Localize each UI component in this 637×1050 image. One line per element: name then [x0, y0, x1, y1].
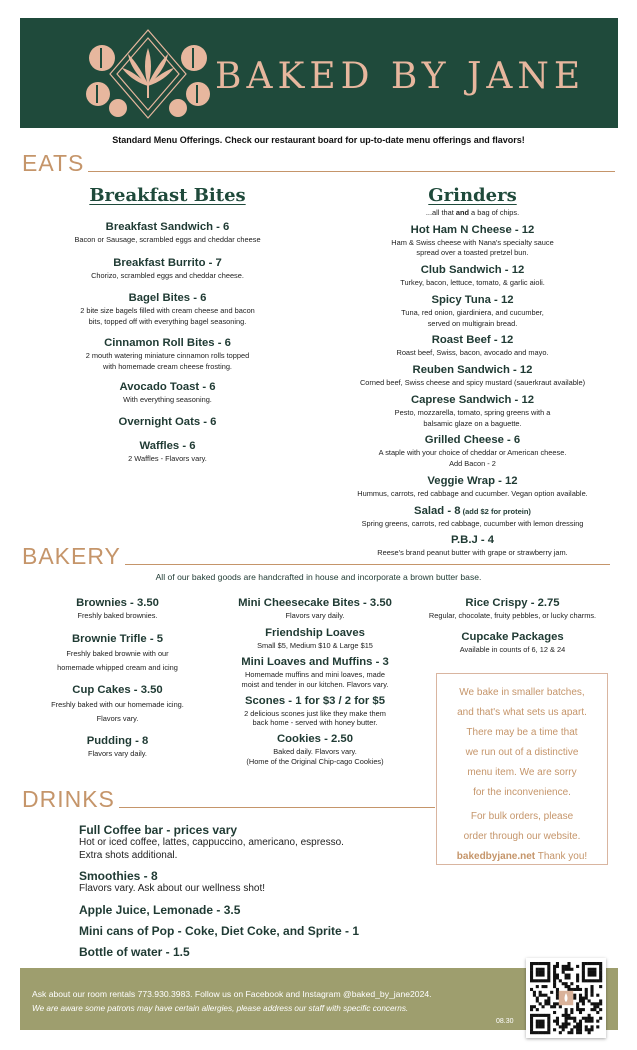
header-banner — [20, 18, 618, 128]
section-drinks-title: DRINKS — [22, 786, 115, 812]
drinks-list — [79, 820, 429, 959]
notice-line: There may be a time that — [466, 727, 578, 738]
drink-item: Bottle of water - 1.5 — [79, 944, 190, 959]
drink-item: Mini cans of Pop - Coke, Diet Coke, and Sprite - 1 — [79, 923, 360, 938]
notice-line: menu item. We are sorry — [467, 767, 577, 778]
grinder-item: Salad - 8 (add $2 for protein) Spring greens, carrots, red cabbage, cucumber with lemon dressing — [361, 504, 584, 528]
qr-code-icon[interactable] — [526, 958, 606, 1038]
grinders-subtitle: ...all that and a bag of chips. — [425, 208, 520, 217]
bakery-item: Cup Cakes - 3.50 Freshly baked with our homemade icing. Flavors vary. — [51, 683, 184, 723]
cannabis-leaf-monstera-logo-icon — [78, 28, 218, 120]
bakery-column-1 — [20, 592, 215, 760]
notice-line: For bulk orders, please — [470, 811, 574, 822]
website-link[interactable]: bakedbyjane.net — [456, 851, 536, 862]
breakfast-item: Bagel Bites - 6 2 bite size bagels filled with cream cheese and bacon bits, topped off with everything bagel seasoning. — [80, 292, 255, 327]
bakery-column-3 — [410, 592, 615, 655]
footer-allergy-note: We are aware some patrons may have certain allergies, please address our staff with specific concerns. — [32, 1004, 409, 1013]
section-drinks-rule — [119, 807, 435, 808]
grinder-item: Reuben Sandwich - 12 Corned beef, Swiss cheese and spicy mustard (sauerkraut available) — [359, 364, 586, 388]
breakfast-item: Cinnamon Roll Bites - 6 2 mouth watering miniature cinnamon rolls topped with homemade cream cheese frosting. — [85, 336, 250, 371]
grinder-item: Club Sandwich - 12 Turkey, bacon, lettuce, tomato, & garlic aioli. — [400, 264, 545, 288]
footer-code: 08.30 — [496, 1018, 514, 1025]
bakery-item: Pudding - 8 Flavors vary daily. — [86, 734, 149, 758]
notice-line: We bake in smaller batches, — [459, 687, 585, 698]
drink-item: Full Coffee bar - prices vary Hot or iced coffee, lattes, cappuccino, americano, espresso. Extra shots additional. — [79, 823, 344, 861]
breakfast-column — [30, 185, 305, 465]
brand-name: BAKED BY JANE — [215, 56, 586, 97]
notice-box — [436, 673, 608, 865]
section-bakery-title: BAKERY — [22, 543, 121, 569]
section-eats-rule — [88, 171, 615, 172]
bakery-item: Cookies - 2.50 Baked daily. Flavors vary. (Home of the Original Chip-cago Cookies) — [246, 732, 384, 766]
grinder-item: Roast Beef - 12 Roast beef, Swiss, bacon, avocado and mayo. — [396, 334, 549, 358]
grinders-column — [335, 185, 610, 559]
bakery-item: Mini Cheesecake Bites - 3.50 Flavors vary daily. — [238, 597, 392, 620]
grinder-item: Caprese Sandwich - 12 Pesto, mozzarella, tomato, spring greens with a balsamic glaze on a baguette. — [394, 393, 551, 428]
section-eats — [22, 152, 615, 175]
footer-contact: Ask about our room rentals 773.930.3983. Follow us on Facebook and Instagram @baked_by_jane2024. — [32, 989, 432, 999]
grinders-title: Grinders — [428, 185, 517, 206]
breakfast-item: Avocado Toast - 6 With everything seasoning. — [119, 381, 216, 405]
menu-note: Standard Menu Offerings. Check our restaurant board for up-to-date menu offerings and flavors! — [112, 135, 525, 145]
bakery-item: Rice Crispy - 2.75 Regular, chocolate, fruity pebbles, or lucky charms. — [428, 597, 597, 620]
notice-line: order through our website. — [463, 831, 581, 842]
section-drinks — [22, 788, 435, 811]
notice-thanks: bakedbyjane.net Thank you! — [456, 851, 588, 862]
grinder-item: Spicy Tuna - 12 Tuna, red onion, giardiniera, and cucumber, served on multigrain bread. — [401, 293, 544, 328]
breakfast-item: Overnight Oats - 6 — [118, 416, 217, 429]
grinder-item: Grilled Cheese - 6 A staple with your choice of cheddar or American cheese. Add Bacon - 2 — [378, 434, 567, 469]
drink-item: Apple Juice, Lemonade - 3.5 — [79, 902, 241, 917]
bakery-item: Cupcake Packages Available in counts of 6, 12 & 24 — [459, 630, 566, 654]
grinder-item: P.B.J - 4 Reese's brand peanut butter with grape or strawberry jam. — [377, 534, 568, 558]
bakery-item: Brownie Trifle - 5 Freshly baked brownie with our homemade whipped cream and icing — [57, 632, 178, 672]
drink-item: Smoothies - 8 Flavors vary. Ask about our wellness shot! — [79, 869, 266, 894]
section-eats-title: EATS — [22, 150, 85, 176]
bakery-intro: All of our baked goods are handcrafted in house and incorporate a brown butter base. — [155, 572, 482, 582]
bakery-item: Friendship Loaves Small $5, Medium $10 & Large $15 — [257, 626, 373, 650]
section-bakery — [22, 545, 610, 568]
bakery-item: Scones - 1 for $3 / 2 for $5 2 delicious scones just like they make them back home - served with honey butter. — [244, 694, 386, 728]
section-bakery-rule — [125, 564, 610, 565]
breakfast-item: Breakfast Sandwich - 6 Bacon or Sausage, scrambled eggs and cheddar cheese — [74, 221, 261, 244]
breakfast-item: Breakfast Burrito - 7 Chorizo, scrambled eggs and cheddar cheese. — [91, 256, 244, 280]
bakery-item: Brownies - 3.50 Freshly baked brownies. — [76, 597, 159, 620]
grinder-item: Hot Ham N Cheese - 12 Ham & Swiss cheese with Nana's specialty sauce spread over a toasted pretzel bun. — [391, 223, 554, 258]
bakery-column-2 — [215, 592, 415, 766]
notice-line: we run out of a distinctive — [465, 747, 579, 758]
grinder-item: Veggie Wrap - 12 Hummus, carrots, red cabbage and cucumber. Vegan option available. — [357, 474, 588, 498]
notice-line: for the inconvenience. — [473, 787, 571, 798]
bakery-item: Mini Loaves and Muffins - 3 Homemade muffins and mini loaves, made moist and tender in our kitchen. Flavors vary. — [241, 656, 389, 690]
notice-line: and that's what sets us apart. — [457, 707, 587, 718]
breakfast-item: Waffles - 6 2 Waffles - Flavors vary. — [128, 440, 207, 464]
breakfast-title: Breakfast Bites — [89, 185, 246, 206]
qr-code-graphic — [526, 958, 606, 1038]
